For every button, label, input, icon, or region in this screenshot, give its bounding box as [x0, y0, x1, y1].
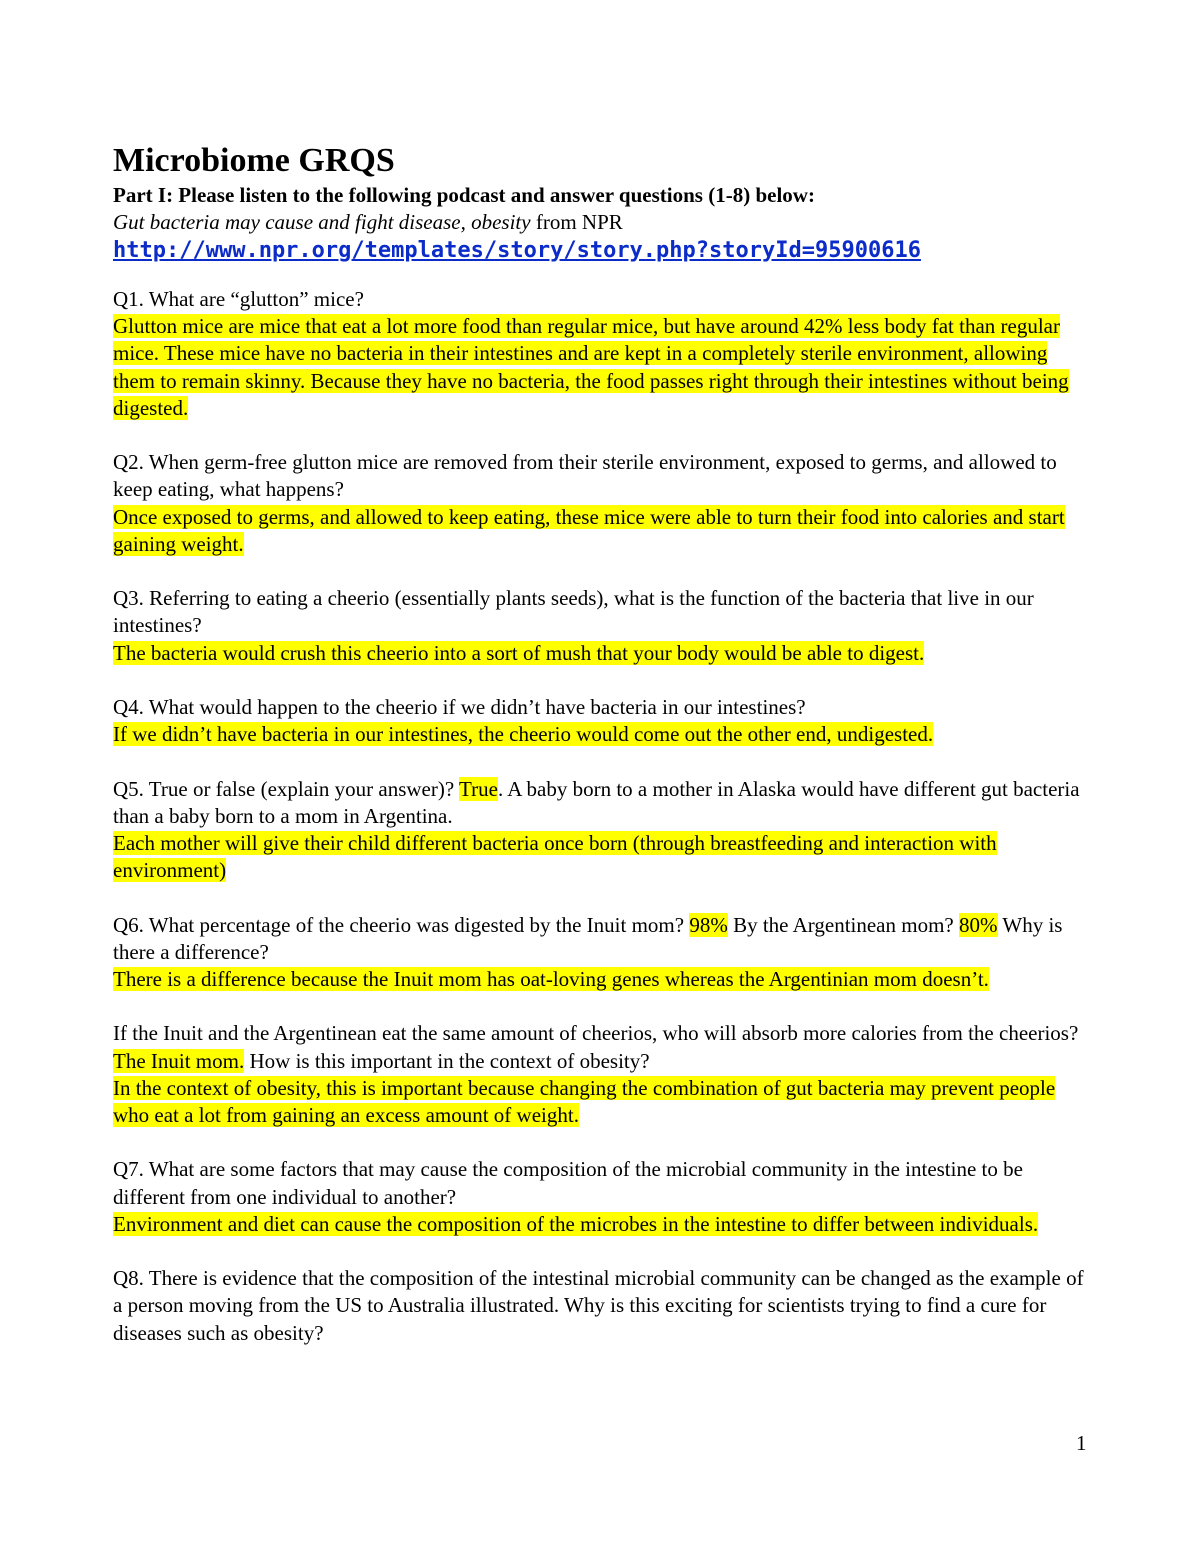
answer-text — [113, 721, 1093, 748]
question-part-1: If the Inuit and the Argentinean eat the same amount of cheerios, who will absorb more calories from the cheerios? — [113, 1021, 1079, 1046]
document-page — [113, 140, 1093, 1374]
question-block-q3 — [113, 585, 1093, 667]
question-text: Q1. What are “glutton” mice? — [113, 287, 364, 311]
question-block-q2 — [113, 449, 1093, 558]
part-heading: Part I: Please listen to the following podcast and answer questions (1-8) below: — [113, 183, 815, 207]
question-block-q8 — [113, 1265, 1093, 1347]
highlighted-answer: Environment and diet can cause the composition of the microbes in the intestine to differ between individuals. — [113, 1211, 1039, 1236]
answer-text — [113, 1075, 1093, 1129]
question-block-q5 — [113, 776, 1093, 885]
answer-text — [113, 640, 1093, 667]
question-part-3: Why is there a difference? — [113, 912, 1063, 964]
inline-answer-true: True — [459, 776, 498, 801]
question-block-q4 — [113, 694, 1093, 748]
answer-text — [113, 830, 1093, 884]
question-text: Q4. What would happen to the cheerio if we didn’t have bacteria in our intestines? — [113, 695, 806, 719]
highlighted-answer: Glutton mice are mice that eat a lot more food than regular mice, but have around 42% less body fat than regular mice. These mice have no bacteria in their intestines and are kept in a completely sterile environment, allowing them to remain skinny. Because they have no bacteria, the food passes right through their intestines without being digested. — [113, 314, 1069, 420]
highlighted-answer: The bacteria would crush this cheerio into a sort of mush that your body would be able to digest. — [113, 640, 925, 665]
question-block-q6-followup — [113, 1020, 1093, 1129]
page-number: 1 — [1076, 1431, 1087, 1455]
question-start: Q5. True or false (explain your answer)? — [113, 776, 460, 801]
question-text — [113, 912, 1093, 966]
question-end: . A baby born to a mother in Alaska would have different gut bacteria than a baby born to a mom in Argentina. — [113, 776, 1080, 828]
highlighted-answer: There is a difference because the Inuit mom has oat-loving genes whereas the Argentinian mom doesn’t. — [113, 967, 989, 991]
highlighted-answer: Each mother will give their child different bacteria once born (through breastfeeding and interaction with environment) — [113, 831, 997, 883]
question-part-1: Q6. What percentage of the cheerio was digested by the Inuit mom? — [113, 912, 690, 937]
inline-answer-inuit-mom: The Inuit mom. — [113, 1048, 245, 1073]
question-text — [113, 1020, 1093, 1074]
question-text: Q7. What are some factors that may cause the composition of the microbial community in the intestine to be different from one individual to another? — [113, 1157, 1023, 1209]
question-block-q1 — [113, 286, 1093, 422]
document-title: Microbiome GRQS — [113, 142, 395, 179]
highlighted-answer: If we didn’t have bacteria in our intestines, the cheerio would come out the other end, undigested. — [113, 722, 934, 747]
question-text: Q2. When germ-free glutton mice are removed from their sterile environment, exposed to germs, and allowed to keep eating, what happens? — [113, 450, 1057, 502]
podcast-title: Gut bacteria may cause and fight disease, obesity — [113, 210, 531, 234]
inline-answer-argentinean: 80% — [959, 912, 998, 937]
answer-text — [113, 504, 1093, 558]
answer-text — [113, 1211, 1093, 1238]
question-text: Q3. Referring to eating a cheerio (essentially plants seeds), what is the function of the bacteria that live in our intestines? — [113, 586, 1034, 638]
question-text — [113, 776, 1093, 830]
podcast-source-suffix: from NPR — [530, 210, 623, 234]
question-text: Q8. There is evidence that the composition of the intestinal microbial community can be changed as the example of a person moving from the US to Australia illustrated. Why is this exciting for scientists trying to find a cure for diseases such as obesity? — [113, 1266, 1084, 1345]
answer-text — [113, 966, 1093, 993]
highlighted-answer: Once exposed to germs, and allowed to keep eating, these mice were able to turn their food into calories and start gaining weight. — [113, 504, 1065, 556]
highlighted-answer: In the context of obesity, this is important because changing the combination of gut bacteria may prevent people who eat a lot from gaining an excess amount of weight. — [113, 1075, 1056, 1127]
question-block-q6 — [113, 912, 1093, 994]
inline-answer-inuit: 98% — [689, 912, 728, 937]
question-block-q7 — [113, 1156, 1093, 1238]
podcast-source — [113, 209, 1093, 236]
podcast-link[interactable]: http://www.npr.org/templates/story/story.php?storyId=95900616 — [113, 238, 921, 263]
answer-text — [113, 313, 1093, 422]
question-part-2: How is this important in the context of obesity? — [244, 1048, 650, 1073]
question-part-2: By the Argentinean mom? — [727, 912, 959, 937]
